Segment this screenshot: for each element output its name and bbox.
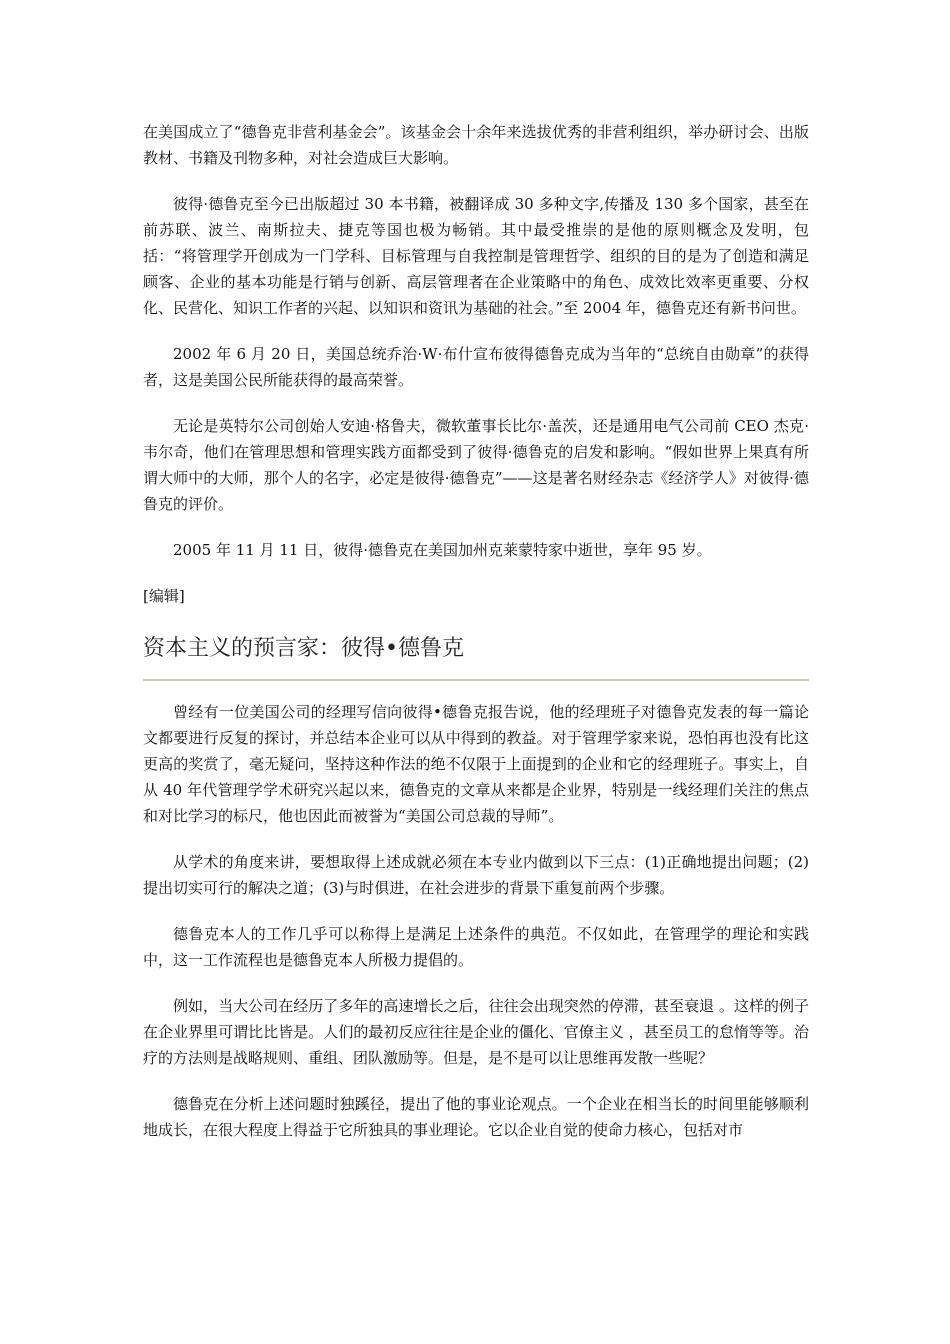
paragraph: 从学术的角度来讲，要想取得上述成就必须在本专业内做到以下三点：(1)正确地提出问题；(2)提出切实可行的解决之道；(3)与时俱进，在社会进步的背景下重复前两个步骤。 <box>143 853 809 897</box>
paragraph: 例如，当大公司在经历了多年的高速增长之后，往往会出现突然的停滞，甚至衰退 。这样的例子在企业界里可谓比比皆是。人们的最初反应往往是企业的僵化、官僚主义 ，甚至员工的怠惰等等。治疗的方法则是战略规则、重组、团队激励等。但是，是不是可以让思维再发散一些呢？ <box>143 997 809 1067</box>
paragraph: 德鲁克在分析上述问题时独蹊径，提出了他的事业论观点。一个企业在相当长的时间里能够顺利地成长，在很大程度上得益于它所独具的事业理论。它以企业自觉的使命力核心，包括对市 <box>143 1095 809 1139</box>
paragraph: 2002 年 6 月 20 日，美国总统乔治·W·布什宣布彼得德鲁克成为当年的“总统自由勋章”的获得者，这是美国公民所能获得的最高荣誉。 <box>143 345 809 389</box>
paragraph: 彼得·德鲁克至今已出版超过 30 本书籍，被翻译成 30 多种文字,传播及 130 多个国家，甚至在前苏联、波兰、南斯拉夫、捷克等国也极为畅销。其中最受推崇的是他的原则概念及发明，包括：“将管理学开创成为一门学科、目标管理与自我控制是管理哲学、组织的目的是为了创造和满足顾客、企业的基本功能是行销与创新、高层管理者在企业策略中的角色、成效比效率更重要、分权化、民营化、知识工作者的兴起、以知识和资讯为基础的社会。”至 2004 年，德鲁克还有新书问世。 <box>143 195 809 317</box>
edit-link[interactable]: [编辑] <box>143 587 185 605</box>
article-body <box>143 119 809 1143</box>
paragraph: 德鲁克本人的工作几乎可以称得上是满足上述条件的典范。不仅如此，在管理学的理论和实践中，这一工作流程也是德鲁克本人所极力提倡的。 <box>143 925 809 969</box>
paragraph: 在美国成立了“德鲁克非营利基金会”。该基金会十余年来选拔优秀的非营利组织，举办研讨会、出版教材、书籍及刊物多种，对社会造成巨大影响。 <box>143 123 809 167</box>
paragraph: 无论是英特尔公司创始人安迪·格鲁夫，微软董事长比尔·盖茨，还是通用电气公司前 CEO 杰克·韦尔奇，他们在管理思想和管理实践方面都受到了彼得·德鲁克的启发和影响。“假如世界上果真有所谓大师中的大师，那个人的名字，必定是彼得·德鲁克”——这是著名财经杂志《经济学人》对彼得·德鲁克的评价。 <box>143 417 809 513</box>
section-title: 资本主义的预言家：彼得•德鲁克 <box>143 636 464 661</box>
section-divider <box>143 679 809 681</box>
paragraph: 曾经有一位美国公司的经理写信向彼得•德鲁克报告说，他的经理班子对德鲁克发表的每一篇论文都要进行反复的探讨，并总结本企业可以从中得到的教益。对于管理学家来说，恐怕再也没有比这更高的奖赏了，毫无疑问，坚持这种作法的绝不仅限于上面提到的企业和它的经理班子。事实上，自从 40 年代管理学学术研究兴起以来，德鲁克的文章从来都是企业界，特别是一线经理们关注的焦点和对比学习的标尺，他也因此而被誉为“美国公司总裁的导师”。 <box>143 703 809 825</box>
paragraph: 2005 年 11 月 11 日，彼得·德鲁克在美国加州克莱蒙特家中逝世，享年 95 岁。 <box>173 541 712 559</box>
